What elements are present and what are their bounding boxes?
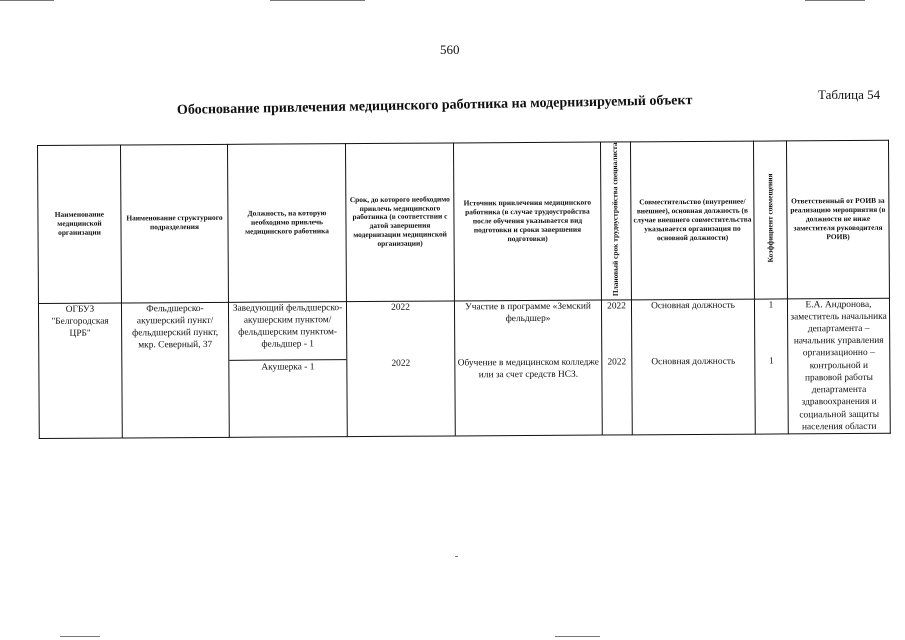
- cell-department: Фельдшерско-акушерский пункт/ фельдшерский пункт, мкр. Северный, 37: [121, 302, 229, 438]
- header-planned-year: [600, 142, 631, 300]
- header-responsible: Ответственный от РОИВ за реализацию мероприятия (в должности не ниже заместителя руководителя РОИВ): [786, 140, 889, 298]
- scan-mark-top-right: [805, 0, 865, 1]
- page-number: 560: [440, 42, 460, 57]
- header-source: Источник привлечения медицинского работника (в случае трудоустройства после обучения указывается вид подготовки и сроки завершения подготовки): [453, 142, 601, 300]
- planned-year-row-1: 2022: [607, 300, 626, 312]
- cell-organization: ОГБУЗ "Белгородская ЦРБ": [38, 303, 122, 439]
- source-row-2: Обучение в медицинском колледже или за счет средств НСЗ.: [457, 357, 599, 381]
- coefficient-row-2: 1: [768, 356, 774, 367]
- justification-table: [37, 140, 891, 439]
- table-label: Таблица 54: [818, 87, 881, 102]
- cell-combination: [631, 299, 755, 435]
- scan-mark-top-left: [0, 0, 54, 1]
- header-department: Наименование структурного подразделения: [121, 144, 229, 302]
- cell-coefficient: [754, 299, 788, 435]
- scan-mark-bottom-mid: [555, 636, 600, 637]
- header-position: Должность, на которую необходимо привлечь медицинского работника: [227, 144, 346, 302]
- header-combination: Совместительство (внутреннее/ внешнее), основная должность (в случае внешнего совместительства указывается организация по основной должности): [630, 141, 754, 299]
- cell-responsible: Е.А. Андронова, заместитель начальника департамента – начальник управления организационно – контрольной и правовой работы департамента здравоохранения и социальной защиты населения области: [787, 298, 890, 434]
- document-title: Обоснование привлечения медицинского работника на модернизируемый объект: [176, 93, 693, 118]
- cell-position: [228, 301, 347, 437]
- cell-planned-year: [601, 299, 632, 435]
- header-deadline: Срок, до которого необходимо привлечь медицинского работника (в соответствии с датой завершения модернизации медицинской организации): [345, 143, 454, 301]
- combination-row-2: Основная должность: [651, 356, 736, 367]
- position-row-1: Заведующий фельдшерско-акушерским пунктом/фельдшерским пунктом- фельдшер - 1: [229, 302, 346, 361]
- table-row: [38, 298, 890, 439]
- deadline-row-2: 2022: [391, 358, 411, 369]
- header-coefficient-text: Коэффициент совмещения: [764, 173, 775, 263]
- scan-mark-top-mid: [270, 0, 365, 1]
- header-coefficient: [753, 141, 787, 299]
- header-planned-year-text: Плановый срок трудоустройства специалиста: [610, 142, 620, 297]
- scan-mark-bottom-left: [60, 636, 100, 637]
- position-row-2: Акушерка - 1: [261, 361, 315, 373]
- source-row-1: Участие в программе «Земский фельдшер»: [465, 301, 591, 324]
- header-organization: Наименование медицинской организации: [38, 145, 122, 303]
- cell-source: [454, 300, 602, 436]
- coefficient-row-1: 1: [768, 300, 774, 311]
- combination-row-1: Основная должность: [651, 300, 735, 311]
- deadline-row-1: 2022: [391, 302, 410, 313]
- planned-year-row-2: 2022: [607, 356, 627, 368]
- cell-deadline: [346, 301, 455, 437]
- table-header-row: [38, 140, 890, 303]
- scan-mark-dot: [455, 556, 458, 557]
